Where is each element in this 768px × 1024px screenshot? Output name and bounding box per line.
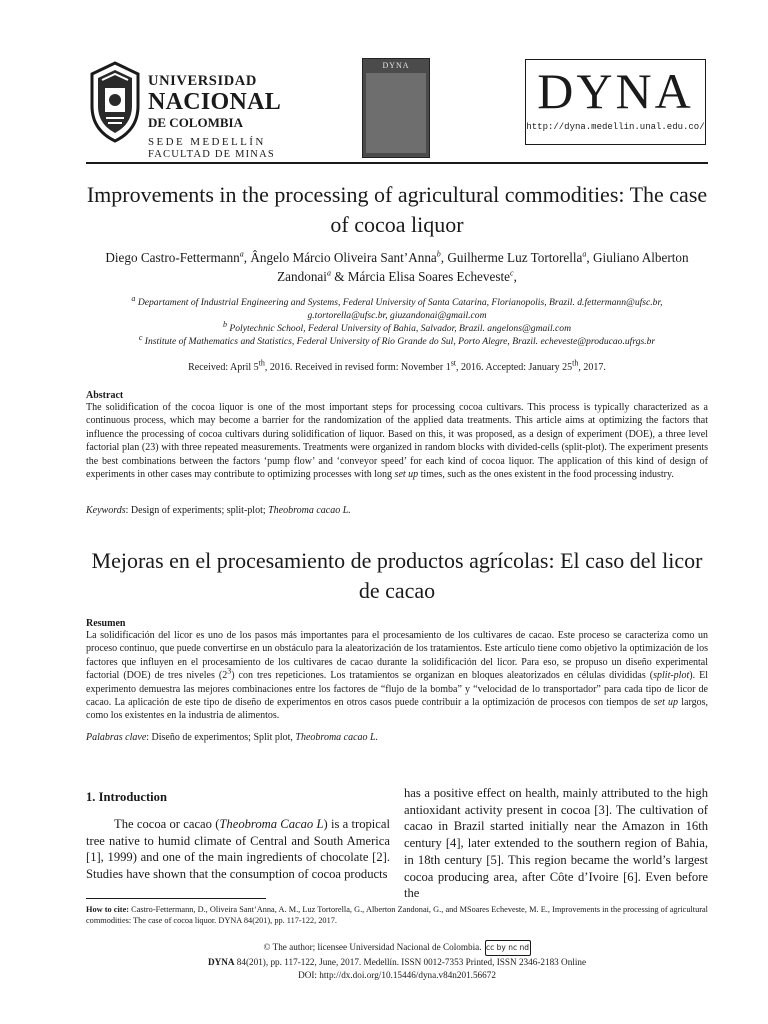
intro-part: ) is a tropical tree native to humid climate of Central and South America [1], 1999) and one of the main ingredients of chocolate [2]. Studies have shown that the consumption of cocoa products: [86, 817, 390, 882]
resumen-text: [86, 629, 708, 723]
resumen-section: [86, 618, 708, 723]
abstract-part: times, such as the ones existent in the food processing industry.: [418, 469, 674, 481]
intro-emphasis: Theobroma Cacao L: [219, 817, 324, 831]
received-text: Received: April 5: [188, 362, 259, 373]
issue-line: [86, 956, 708, 969]
resumen-emphasis: split-plot: [653, 670, 690, 682]
header-divider: [86, 162, 708, 164]
received-dates: [86, 358, 708, 373]
creative-commons-badge[interactable]: cc by nc nd: [485, 940, 531, 956]
affiliation-sup: c: [138, 332, 143, 342]
license-text: © The author; licensee Universidad Nacional de Colombia.: [263, 942, 482, 953]
resumen-part: ). El experimento demuestra las mejores combinaciones entre los factores de “flujo de la bomba” y “velocidad de lo transportador” para cada tipo de licor de cacao. La aplicación de este tipo de diseño de experimentos en otros casos puede contribuir a la optimización de procesos con tiempos de: [86, 670, 708, 709]
university-line-1: UNIVERSIDAD: [148, 73, 257, 89]
footer-block: [86, 940, 708, 981]
author-list: [86, 248, 708, 286]
keywords-text: : Design of experiments; split-plot;: [125, 505, 269, 516]
introduction-column-left: [86, 816, 390, 883]
issue-text: 84(201), pp. 117-122, June, 2017. Medellín. ISSN 0012-7353 Printed, ISSN 2346-2183 Online: [234, 957, 587, 967]
university-faculty: FACULTAD DE MINAS: [148, 148, 275, 160]
abstract-text: [86, 401, 708, 481]
author-sup: a: [582, 249, 587, 259]
palabras-label: Palabras clave: [86, 732, 147, 743]
affiliation-item: [96, 332, 698, 348]
resumen-sup: 3: [227, 666, 232, 676]
article-title-spanish: Mejoras en el procesamiento de productos agrícolas: El caso del licor de cacao: [91, 548, 703, 603]
introduction-heading: 1. Introduction: [86, 790, 167, 804]
university-line-2: NACIONAL: [148, 88, 282, 115]
university-line-3: DE COLOMBIA: [148, 114, 243, 130]
palabras-emphasis: Theobroma cacao L.: [295, 732, 379, 743]
abstract-emphasis: set up: [394, 469, 419, 481]
cover-title: DYNA: [382, 61, 410, 70]
received-sup: th: [258, 358, 265, 368]
abstract-heading: Abstract: [86, 390, 124, 401]
journal-url[interactable]: http://dyna.medellin.unal.edu.co/: [526, 122, 705, 132]
cite-text: Castro-Fettermann, D., Oliveira Sant’Anna, A. M., Luz Tortorella, G., Alberton Zandonai, G., and MSoares Echeveste, M. E., Improvements in the processing of agricultural commodities: The case of cocoa liquor. DYNA 84(201), pp. 117-122, 2017.: [86, 905, 708, 925]
author-name: Márcia Elisa Soares Echeveste: [347, 269, 511, 284]
author-separator: ,: [586, 250, 594, 265]
affiliation-sup: a: [131, 293, 136, 303]
cover-image: [366, 73, 426, 153]
university-crest-logo: [88, 60, 142, 144]
accepted-year: , 2017.: [578, 362, 606, 373]
author-name: Guilherme Luz Tortorella: [447, 250, 583, 265]
keywords-label: Keywords: [86, 505, 126, 516]
resumen-part: La solidificación del licor es uno de los pasos más importantes para el procesamiento de los cultivares de cacao. Este proceso se caracteriza como un proceso continuo, que puede convertirse en un obstáculo para la aleatorización de los tratamientos. Este artículo tiene como objetivo la optimización de los factores que influyen en el procesamiento de los cultivares de cacao durante la solidificación del licor. Para eso, se propuso un diseño experimental factorial (DOE) de tres niveles (2: [86, 630, 708, 682]
keywords: [86, 505, 708, 516]
affiliation-item: [96, 293, 698, 322]
author-sup: b: [436, 249, 441, 259]
introduction-column-right: has a positive effect on health, mainly attributed to the high antioxidant activity present in cocoa [3]. The cultivation of cacao in Brazil started initially near the Amazon in 16th century [4], later extended to the southern region of Bahia, in 18th century [5]. This region became the world’s largest cocoa producing area, after Côte d’Ivoire [6]. Even before the: [404, 786, 708, 901]
affiliations: [96, 293, 698, 348]
affiliation-text: Departament of Industrial Engineering and Systems, Federal University of Santa Catarina, Florianopolis, Brazil. d.fettermann@ufsc.br, g.tortorella@ufsc.br, giuzandonai@gmail.com: [137, 297, 663, 321]
affiliation-text: Polytechnic School, Federal University of Bahia, Salvador, Brazil. angelons@gmail.com: [229, 323, 572, 334]
journal-logo-box: [525, 59, 706, 145]
author-sup: c: [510, 268, 514, 278]
journal-cover-thumbnail: [362, 58, 430, 158]
university-name: [148, 74, 281, 160]
author-name: Diego Castro-Fettermann: [105, 250, 240, 265]
author-name: Giuliano Alberton Zandonai: [277, 250, 689, 284]
resumen-heading: Resumen: [86, 618, 126, 629]
footnote-divider: [86, 898, 266, 899]
university-campus: SEDE MEDELLÍN: [148, 135, 266, 148]
palabras-text: : Diseño de experimentos; Split plot,: [146, 732, 296, 743]
author-sup: a: [239, 249, 244, 259]
cite-label: How to cite:: [86, 905, 130, 914]
author-name: Ângelo Márcio Oliveira Sant’Anna: [250, 250, 437, 265]
author-separator: ,: [513, 269, 517, 284]
how-to-cite: [86, 904, 708, 926]
abstract-section: [86, 390, 708, 481]
doi-line[interactable]: DOI: http://dx.doi.org/10.15446/dyna.v84n201.56672: [298, 969, 496, 980]
affiliation-item: [96, 319, 698, 335]
journal-abbrev: DYNA: [207, 957, 235, 967]
author-separator: ,: [243, 250, 251, 265]
affiliation-sup: b: [222, 319, 227, 329]
resumen-part: largos, como los existentes en la industria de alimentos.: [86, 697, 709, 722]
license-line: [86, 940, 708, 956]
revised-text: , 2016. Received in revised form: November 1: [264, 362, 451, 373]
intro-part: The cocoa or cacao (: [114, 817, 220, 831]
resumen-part: ) con tres repeticiones. Los tratamientos se organizan en bloques aleatorizados en células divididas (: [231, 670, 654, 682]
author-separator: &: [330, 269, 348, 284]
revised-sup: st: [450, 358, 457, 368]
article-title-english: Improvements in the processing of agricultural commodities: The case of cocoa liquor: [86, 182, 708, 237]
affiliation-text: Institute of Mathematics and Statistics, Federal University of Rio Grande do Sul, Porto Alegre, Brazil. echeveste@producao.ufrgs.br: [144, 336, 656, 347]
palabras-clave: [86, 732, 708, 743]
resumen-emphasis: set up: [653, 697, 679, 709]
keywords-emphasis: Theobroma cacao L.: [268, 505, 351, 516]
accepted-text: , 2016. Accepted: January 25: [456, 362, 573, 373]
author-separator: ,: [440, 250, 448, 265]
author-sup: a: [326, 268, 331, 278]
abstract-part: The solidification of the cocoa liquor is one of the most important steps for processing cocoa cultivars. This process is typically characterized as a continuous process, which may become a barrier for the randomization of the applied data treatments. This article aims at optimizing the factors that influence the processing of cocoa cultivars during solidification of liquor. Based on this, it was proposed, as a design of experiment (DOE), a three level factorial plan (23) with three repeated measurements. Treatments were organized in random blocks with divided-cells (split-plot). The experiment presents the best combinations between the factors ‘pump flow’ and ‘conveyor speed’ for each kind of cocoa liquor. The application of this kind of design of experiments in other cases may contribute to optimizing processes with long: [86, 402, 708, 481]
journal-name: DYNA: [537, 63, 694, 119]
accepted-sup: th: [572, 358, 579, 368]
